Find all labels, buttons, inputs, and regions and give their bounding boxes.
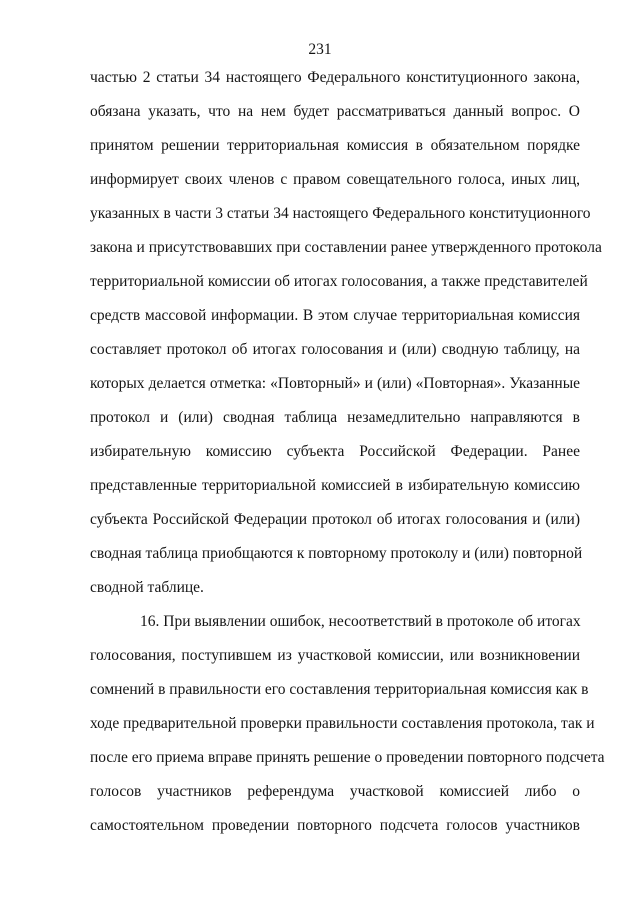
text-line: указанных в части 3 статьи 34 настоящего Федерального конституционного xyxy=(90,205,591,222)
text-line: после его приема вправе принять решение о проведении повторного подсчета xyxy=(90,749,605,766)
text-line: самостоятельном проведении повторного подсчета голосов участников xyxy=(90,817,580,834)
text-line: которых делается отметка: «Повторный» и (или) «Повторная». Указанные xyxy=(90,375,580,392)
text-line: избирательную комиссию субъекта Российской Федерации. Ранее xyxy=(90,443,580,460)
text-line: сомнений в правильности его составления территориальная комиссия как в xyxy=(90,681,589,698)
text-line: закона и присутствовавших при составлении ранее утвержденного протокола xyxy=(90,239,602,256)
text-line: протокол и (или) сводная таблица незамедлительно направляются в xyxy=(90,409,580,426)
text-line: информирует своих членов с правом совещательного голоса, иных лиц, xyxy=(90,171,580,188)
paragraph-16-first-line: 16. При выявлении ошибок, несоответствий в протоколе об итогах xyxy=(140,613,581,630)
text-line: территориальной комиссии об итогах голосования, а также представителей xyxy=(90,273,588,290)
text-line: средств массовой информации. В этом случае территориальная комиссия xyxy=(90,307,580,324)
text-line: составляет протокол об итогах голосования и (или) сводную таблицу, на xyxy=(90,341,580,358)
text-line: частью 2 статьи 34 настоящего Федерального конституционного закона, xyxy=(90,69,580,86)
text-line: ходе предварительной проверки правильности составления протокола, так и xyxy=(90,715,595,732)
text-line: сводная таблица приобщаются к повторному протоколу и (или) повторной xyxy=(90,545,583,562)
text-line: голосов участников референдума участковой комиссией либо о xyxy=(90,783,580,800)
text-line: принятом решении территориальная комиссия в обязательном порядке xyxy=(90,137,580,154)
text-line: голосования, поступившем из участковой комиссии, или возникновении xyxy=(90,647,580,664)
text-line: обязана указать, что на нем будет рассматриваться данный вопрос. О xyxy=(90,103,580,120)
text-line: представленные территориальной комиссией в избирательную комиссию xyxy=(90,477,580,494)
page-number: 231 xyxy=(308,41,332,58)
text-line: субъекта Российской Федерации протокол об итогах голосования и (или) xyxy=(90,511,580,528)
text-line: сводной таблице. xyxy=(90,579,204,596)
